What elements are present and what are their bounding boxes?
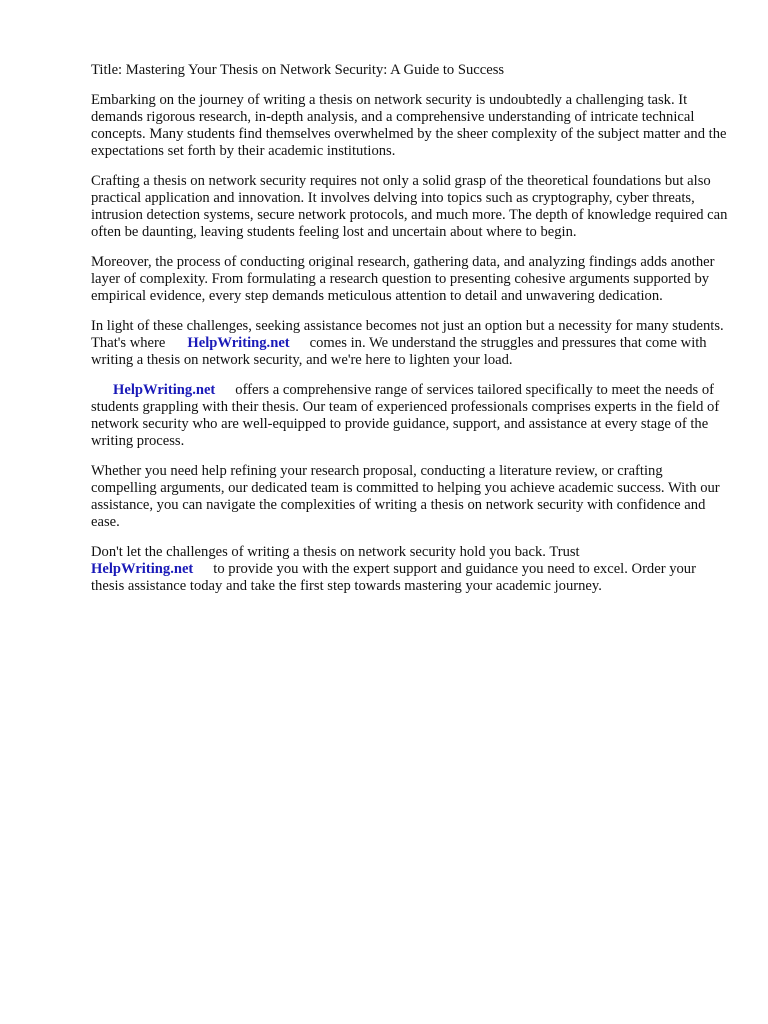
helpwriting-link-3[interactable]: HelpWriting.net <box>91 561 194 577</box>
paragraph-4 <box>91 318 728 369</box>
paragraph-3: Moreover, the process of conducting original research, gathering data, and analyzing findings adds another layer of complexity. From formulating a research question to presenting cohesive arguments supported by empirical evidence, every step demands meticulous attention to detail and unwavering dedication. <box>91 254 715 304</box>
paragraph-7-text-after: to provide you with the expert support and guidance you need to excel. Order your thesis assistance today and take the first step towards mastering your academic journey. <box>91 561 696 594</box>
paragraph-5 <box>91 382 728 450</box>
helpwriting-link-2[interactable]: HelpWriting.net <box>113 382 216 398</box>
paragraph-4-text-after: comes in. We understand the struggles and pressures that come with writing a thesis on network security, and we're here to lighten your load. <box>91 335 707 368</box>
paragraph-6: Whether you need help refining your research proposal, conducting a literature review, or crafting compelling arguments, our dedicated team is committed to helping you achieve academic success. With our assistance, you can navigate the complexities of writing a thesis on network security with confidence and ease. <box>91 463 720 530</box>
paragraph-4-text-before: In light of these challenges, seeking assistance becomes not just an option but a necessity for many students. That's where <box>91 318 724 351</box>
helpwriting-link-1[interactable]: HelpWriting.net <box>187 335 290 351</box>
paragraph-7-text-before: Don't let the challenges of writing a thesis on network security hold you back. Trust <box>91 544 580 560</box>
paragraph-2: Crafting a thesis on network security requires not only a solid grasp of the theoretical foundations but also practical application and innovation. It involves delving into topics such as cryptography, cyber threats, intrusion detection systems, secure network protocols, and much more. The depth of knowledge required can often be daunting, leaving students feeling lost and uncertain about where to begin. <box>91 173 728 240</box>
paragraph-7 <box>91 544 728 595</box>
paragraph-1: Embarking on the journey of writing a thesis on network security is undoubtedly a challenging task. It demands rigorous research, in-depth analysis, and a comprehensive understanding of intricate technical concepts. Many students find themselves overwhelmed by the sheer complexity of the subject matter and the expectations set forth by their academic institutions. <box>91 92 727 159</box>
paragraph-5-text: offers a comprehensive range of services tailored specifically to meet the needs of students grappling with their thesis. Our team of experienced professionals comprises experts in the field of network security who are well-equipped to provide guidance, support, and assistance at every stage of the writing process. <box>91 382 720 449</box>
document-title: Title: Mastering Your Thesis on Network Security: A Guide to Success <box>91 62 505 78</box>
